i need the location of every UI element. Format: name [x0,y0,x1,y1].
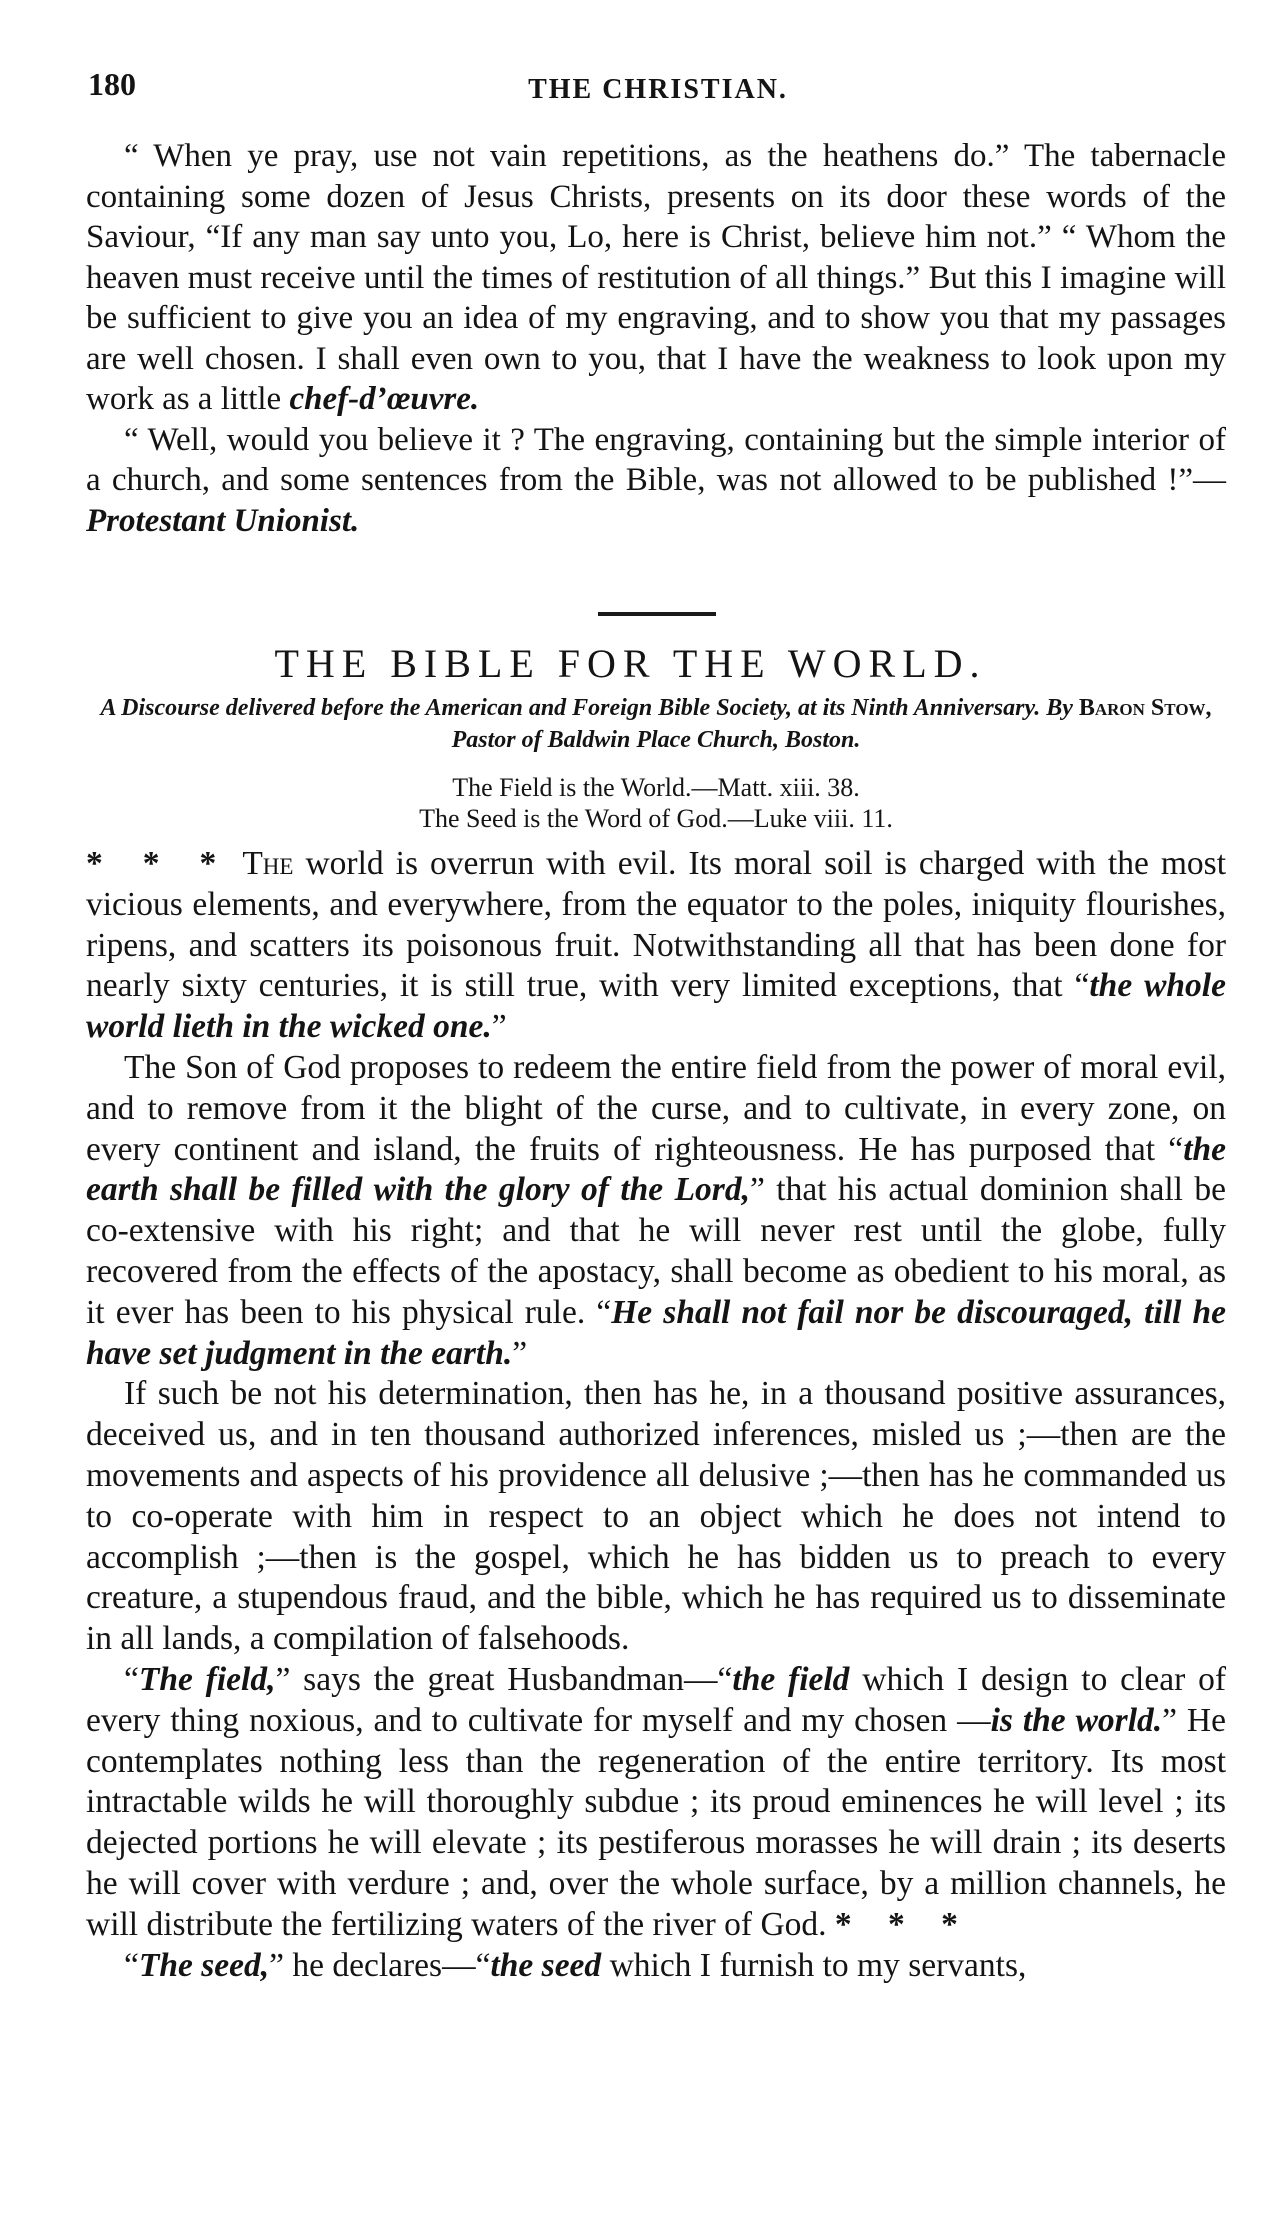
article-paragraph-4 [86,1660,1226,1946]
paragraph-text: ” says the great Husbandman—“ [275,1660,733,1698]
article-paragraph-1 [86,844,1226,1048]
closing-quote: ” [512,1334,528,1372]
paragraph-text: which I design to clear of every thing noxious, and to cultivate for myself and my chosen — [86,1660,1226,1739]
opening-quote: “ [124,1946,139,1984]
subtitle-text: A Discourse delivered before the American and Foreign Bible Society, at its Ninth Anniversary. By [100,695,1073,721]
italic-phrase: The field, [138,1660,276,1698]
italic-phrase: the seed [490,1946,602,1984]
italic-phrase: chef-d’œuvre. [289,381,480,417]
scripture-quote: He shall not fail nor be discouraged, till he have set judgment in the earth. [86,1293,1226,1372]
paragraph-text: “ Well, would you believe it ? The engraving, containing but the simple interior of a church, and some sentences from the Bible, was not allowed to be published !”— [86,421,1226,498]
italic-phrase: is the world. [990,1701,1163,1739]
author-position: Pastor of Baldwin Place Church, Boston. [451,727,861,753]
epigraph-line-2: The Seed is the Word of God.—Luke viii. 11. [419,804,893,833]
italic-phrase: The seed, [138,1946,270,1984]
author-name: Baron Stow, [1078,695,1212,721]
scripture-quote: the earth shall be filled with the glory of the Lord, [86,1130,1226,1209]
page-number: 180 [88,66,136,102]
epigraph [86,772,1226,834]
paragraph-text: ” He contemplates nothing less than the regeneration of the entire territory. Its most intractable wilds he will thoroughly subdue ; its proud eminences he will level ; its dejected portions he will elevate ; its pestiferous morasses he will drain ; its deserts he will cover with verdure ; and, over the whole surface, by a million channels, he will distribute the fertilizing waters of the river of God. [86,1701,1226,1943]
opening-quote: “ [124,1660,139,1698]
paragraph-text: The Son of God proposes to redeem the entire field from the power of moral evil, and to remove from it the blight of the curse, and to cultivate, in every zone, on every continent and island, the fruits of righteousness. He has purposed that “ [86,1048,1226,1168]
article-subtitle [86,692,1226,756]
page-header [78,64,1238,114]
ellipsis-stars: * * * [834,1905,972,1943]
previous-paragraph-1 [86,136,1226,420]
paragraph-text: world is overrun with evil. Its moral soil is charged with the most vicious elements, and everywhere, from the equator to the poles, iniquity flourishes, ripens, and scatters its poisonous fruit. Notwithstanding all that has been done for nearly sixty centuries, it is still true, with very limited exceptions, that “ [86,845,1227,1005]
article-paragraph-3: If such be not his determination, then has he, in a thousand positive assurances, deceived us, and in ten thousand authorized inferences, misled us ;—then are the movements and aspects of his providence all delusive ;—then has he commanded us to co-operate with him in respect to an object which he does not intend to accomplish ;—then is the gospel, which he has bidden us to preach to every creature, a stupendous fraud, and the bible, which he has required us to disseminate in all lands, a compilation of falsehoods. [86,1375,1226,1658]
epigraph-line-1: The Field is the World.—Matt. xiii. 38. [452,773,860,802]
previous-paragraph-2 [86,420,1226,542]
closing-quote: ” [491,1008,507,1046]
article-title: THE BIBLE FOR THE WORLD. [274,641,987,686]
scripture-quote: the whole world lieth in the wicked one. [86,967,1226,1046]
section-divider [598,612,716,616]
article-paragraph-5 [86,1946,1226,1987]
running-title: THE CHRISTIAN. [528,74,788,105]
paragraph-text: which I furnish to my servants, [609,1946,1027,1984]
ellipsis-stars: * * * [86,845,231,882]
paragraph-text: ” that his actual dominion shall be co-extensive with his right; and that he will never rest until the globe, fully recovered from the effects of the apostacy, shall become as obedient to his moral, as it ever has been to his physical rule. “ [86,1171,1226,1331]
paragraph-text: “ When ye pray, use not vain repetitions, as the heathens do.” The tabernacle containing some dozen of Jesus Christs, presents on its door these words of the Saviour, “If any man say unto you, Lo, here is Christ, believe him not.” “ Whom the heaven must receive until the times of restitution of all things.” But this I imagine will be sufficient to give you an idea of my engraving, and to show you that my passages are well chosen. I shall even own to you, that I have the weakness to look upon my work as a little [86,138,1226,417]
paragraph-text: ” he declares—“ [269,1946,491,1984]
article-paragraph-2 [86,1048,1226,1374]
article-body [86,844,1226,1986]
lead-word: The [242,845,294,882]
source-citation: Protestant Unionist. [86,502,360,539]
previous-article [86,136,1226,541]
italic-phrase: the field [732,1660,850,1698]
